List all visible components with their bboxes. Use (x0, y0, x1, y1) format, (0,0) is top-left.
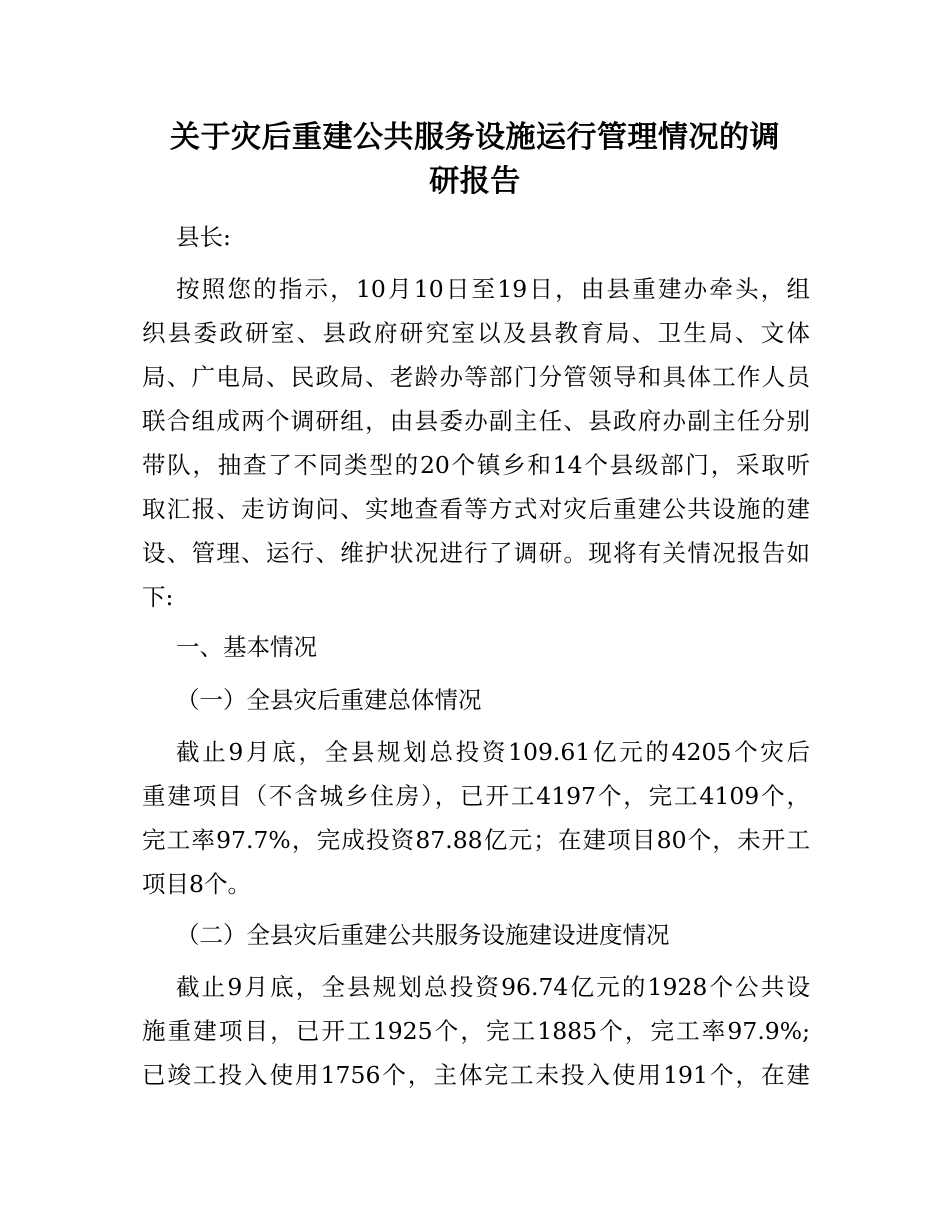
intro-line-4: 联合组成两个调研组，由县委办副主任、县政府办副主任分别 (142, 407, 810, 435)
intro-line-8: 下: (142, 583, 174, 611)
intro-line-2: 织县委政研室、县政府研究室以及县教育局、卫生局、文体 (142, 319, 810, 347)
title-line-2: 研报告 (429, 164, 521, 199)
intro-line-1: 按照您的指示，10月10日至19日，由县重建办牵头，组 (176, 275, 810, 303)
document-title (140, 116, 810, 204)
title-line-1: 关于灾后重建公共服务设施运行管理情况的调 (170, 120, 780, 155)
salutation: 县长: (176, 223, 231, 251)
para2-line-2: 施重建项目，已开工1925个，完工1885个，完工率97.9%; (142, 1017, 810, 1045)
subsection-heading-1: （一）全县灾后重建总体情况 (176, 686, 482, 714)
para1-line-1: 截止9月底，全县规划总投资109.61亿元的4205个灾后 (176, 738, 810, 766)
intro-line-7: 设、管理、运行、维护状况进行了调研。现将有关情况报告如 (142, 539, 810, 567)
para1-line-4: 项目8个。 (142, 870, 251, 898)
section-heading-1: 一、基本情况 (176, 633, 317, 661)
intro-line-5: 带队，抽查了不同类型的20个镇乡和14个县级部门，采取听 (142, 451, 810, 479)
para2-line-3: 已竣工投入使用1756个，主体完工未投入使用191个，在建 (142, 1061, 810, 1089)
para2-line-1: 截止9月底，全县规划总投资96.74亿元的1928个公共设 (176, 973, 810, 1001)
para1-line-2: 重建项目（不含城乡住房），已开工4197个，完工4109个， (142, 782, 810, 810)
para1-line-3: 完工率97.7%，完成投资87.88亿元；在建项目80个，未开工 (142, 826, 810, 854)
subsection-heading-2: （二）全县灾后重建公共服务设施建设进度情况 (176, 921, 670, 949)
intro-line-6: 取汇报、走访询问、实地查看等方式对灾后重建公共设施的建 (142, 495, 810, 523)
intro-line-3: 局、广电局、民政局、老龄办等部门分管领导和具体工作人员 (142, 363, 810, 391)
